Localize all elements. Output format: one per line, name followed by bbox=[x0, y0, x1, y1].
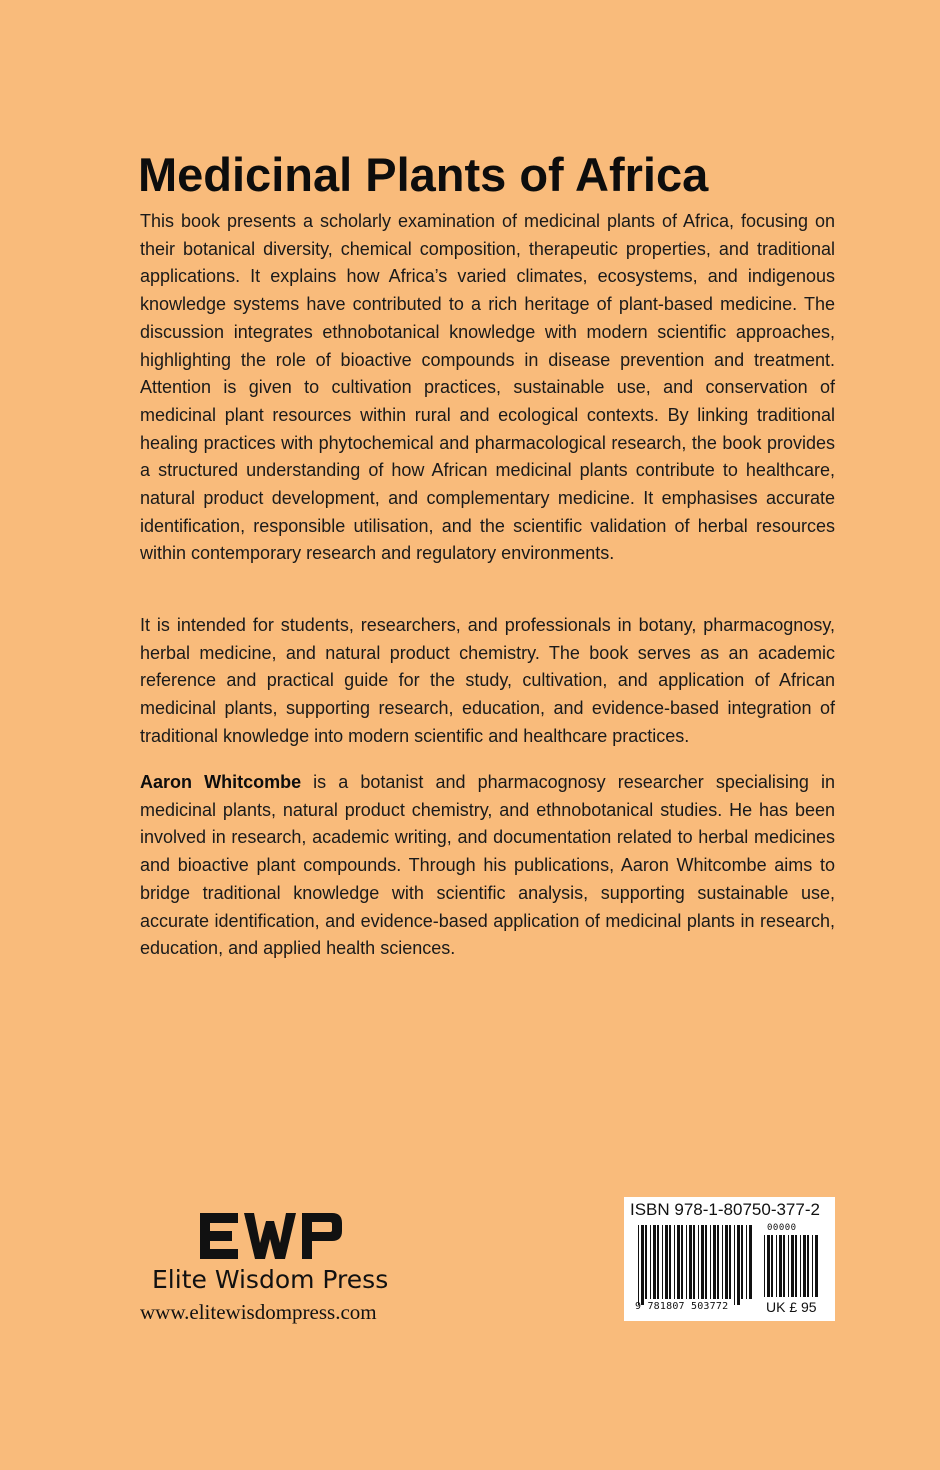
barcode-bar bbox=[657, 1225, 659, 1299]
barcode-bar bbox=[729, 1225, 731, 1299]
ewp-logo-icon bbox=[200, 1213, 342, 1259]
barcode-bar bbox=[677, 1225, 680, 1299]
barcode-bar bbox=[812, 1235, 813, 1297]
author-bio bbox=[140, 769, 835, 963]
author-name: Aaron Whitcombe bbox=[140, 772, 302, 792]
barcode-bar bbox=[693, 1225, 695, 1299]
barcode-bar bbox=[665, 1225, 668, 1299]
publisher-name: Elite Wisdom Press bbox=[152, 1265, 389, 1294]
isbn-barcode bbox=[624, 1197, 835, 1321]
barcode-digits: 9 781807 503772 bbox=[635, 1301, 729, 1312]
barcode-bar bbox=[741, 1225, 743, 1299]
barcode-bar bbox=[653, 1225, 656, 1299]
barcode-bar bbox=[722, 1225, 723, 1299]
book-title: Medicinal Plants of Africa bbox=[138, 148, 709, 201]
barcode-bar bbox=[746, 1225, 747, 1299]
barcode-bar bbox=[638, 1225, 639, 1305]
barcode-bar bbox=[815, 1235, 818, 1297]
barcode-bar bbox=[779, 1235, 782, 1297]
book-description: This book presents a scholarly examination of medicinal plants of Africa, focusing on their botanical diversity, chemical composition, therapeutic properties, and traditional applications. It explains how Africa’s varied climates, ecosystems, and indigenous knowledge systems have contributed to a rich heritage of plant-based medicine. The discussion integrates ethnobotanical knowledge with modern scientific approaches, highlighting the role of bioactive compounds in disease prevention and treatment. Attention is given to cultivation practices, sustainable use, and conservation of medicinal plant resources within rural and ecological contexts. By linking traditional healing practices with phytochemical and pharmacological research, the book provides a structured understanding of how African medicinal plants contribute to healthcare, natural product development, and complementary medicine. It emphasises accurate identification, responsible utilisation, and the scientific validation of herbal resources within contemporary research and regulatory environments. bbox=[140, 211, 835, 564]
barcode-bar bbox=[641, 1225, 644, 1305]
barcode-bar bbox=[710, 1225, 711, 1299]
barcode-bar bbox=[771, 1235, 773, 1297]
barcode-bar bbox=[734, 1225, 735, 1305]
barcode-bar bbox=[725, 1225, 728, 1299]
barcode-bar bbox=[645, 1225, 647, 1299]
author-bio-text: is a botanist and pharmacognosy researcher specialising in medicinal plants, natural product chemistry, and ethnobotanical studies. He has been involved in research, academic writing, and documentation related to herbal medicines and bioactive plant compounds. Through his publications, Aaron Whitcombe aims to bridge traditional knowledge with scientific analysis, supporting sustainable use, accurate identification, and evidence-based application of medicinal plants in research, education, and applied health sciences. bbox=[140, 772, 835, 959]
barcode-bar bbox=[737, 1225, 740, 1305]
barcode-bar bbox=[681, 1225, 683, 1299]
barcode-bar bbox=[705, 1225, 707, 1299]
barcode-bar bbox=[783, 1235, 785, 1297]
barcode-bar bbox=[669, 1225, 671, 1299]
barcode-bar bbox=[807, 1235, 809, 1297]
price-label: UK £ 95 bbox=[766, 1299, 817, 1315]
barcode-bar bbox=[713, 1225, 716, 1299]
barcode-bar bbox=[791, 1235, 794, 1297]
barcode-bar bbox=[749, 1225, 752, 1299]
isbn-label: ISBN 978-1-80750-377-2 bbox=[630, 1200, 820, 1219]
barcode-bar bbox=[674, 1225, 675, 1299]
barcode-bar bbox=[698, 1225, 699, 1299]
barcode-bar bbox=[800, 1235, 801, 1297]
audience-paragraph: It is intended for students, researchers, and professionals in botany, pharmacognosy, herbal medicine, and natural product chemistry. The book serves as an academic reference and practical guide for the study, cultivation, and application of African medicinal plants, supporting research, education, and evidence-based integration of traditional knowledge into modern scientific and healthcare practices. bbox=[140, 615, 835, 746]
barcode-bar bbox=[767, 1235, 770, 1297]
barcode-bar bbox=[788, 1235, 789, 1297]
barcode-bar bbox=[717, 1225, 719, 1299]
barcode-bar bbox=[795, 1235, 797, 1297]
publisher-url: www.elitewisdompress.com bbox=[140, 1300, 377, 1324]
barcode-bar bbox=[689, 1225, 692, 1299]
barcode-addon-digits: 00000 bbox=[767, 1223, 797, 1233]
barcode-bar bbox=[701, 1225, 704, 1299]
barcode-bar bbox=[686, 1225, 687, 1299]
barcode-bar bbox=[662, 1225, 663, 1299]
barcode-bar bbox=[764, 1235, 765, 1297]
barcode-bar bbox=[803, 1235, 806, 1297]
barcode-bar bbox=[650, 1225, 651, 1299]
barcode-bar bbox=[776, 1235, 777, 1297]
